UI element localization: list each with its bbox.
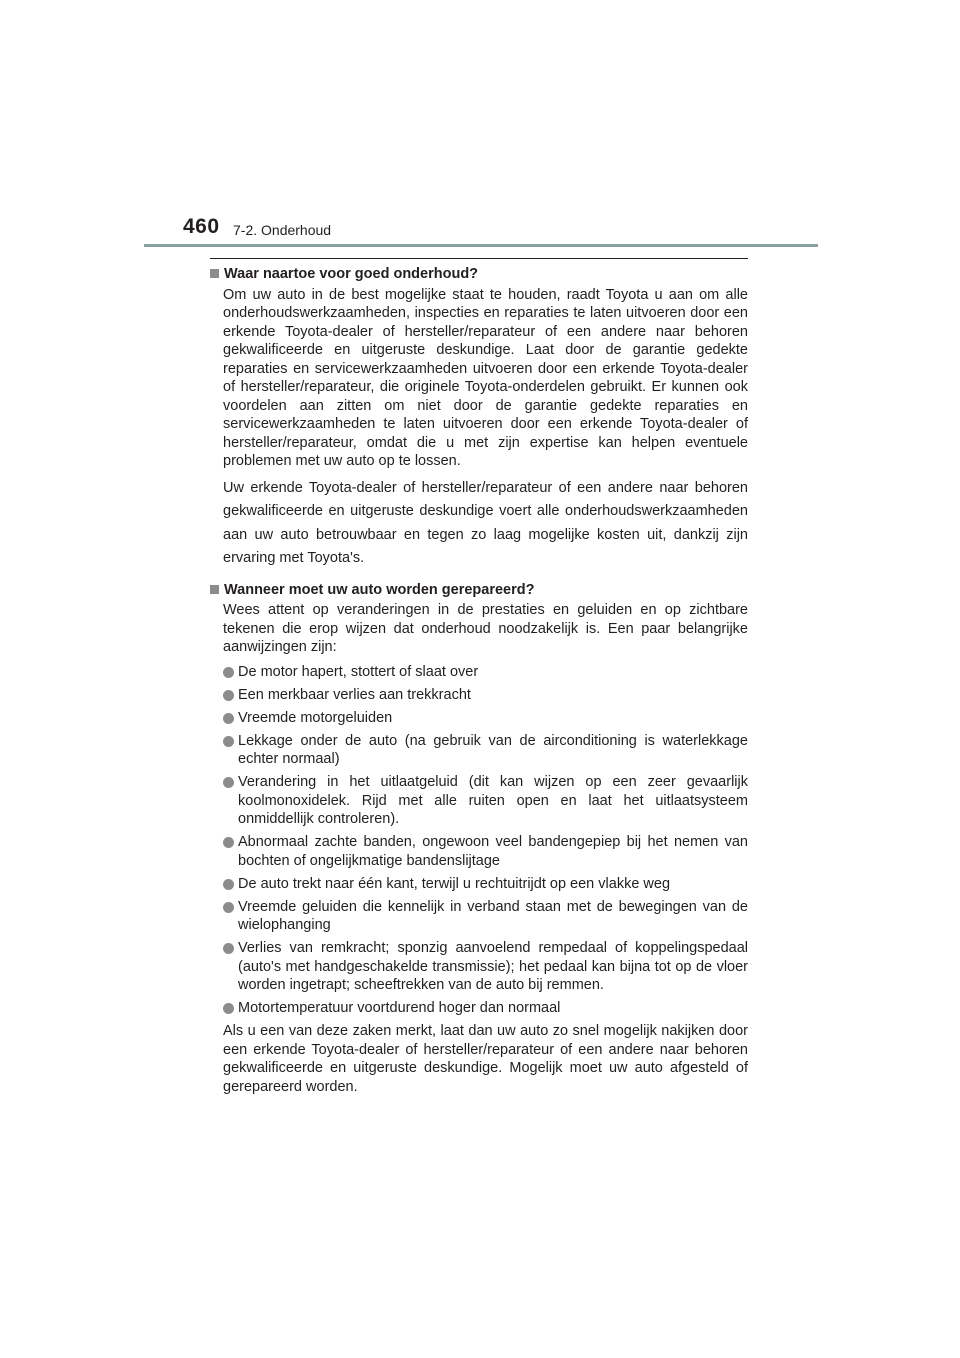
- paragraph-closing: Als u een van deze zaken merkt, laat dan uw auto zo snel mogelijk nakijken door een erkende Toyota-dealer of hersteller/reparateur of een andere naar behoren gekwalificeerde en uitgeruste deskundige. Mogelijk moet uw auto afgesteld of gerepareerd worden.: [223, 1023, 748, 1095]
- bullet-dot-icon: [223, 667, 238, 678]
- bullet-dot-icon: [223, 879, 238, 890]
- header-divider: [144, 244, 818, 247]
- list-item: Vreemde motorgeluiden: [223, 709, 748, 728]
- bullet-dot-icon: [223, 690, 238, 701]
- list-item: Verlies van remkracht; sponzig aanvoelend rempedaal of koppelingspedaal (auto's met handgeschakelde transmissie); het pedaal kan bijna tot op de vloer worden ingetrapt; scheeftrekken van de auto bij remmen.: [223, 939, 748, 995]
- section-title: 7-2. Onderhoud: [233, 222, 332, 238]
- page-content: [210, 258, 748, 1102]
- paragraph: Om uw auto in de best mogelijke staat te houden, raadt Toyota u aan om alle onderhoudswerkzaamheden, inspecties en reparaties te laten uitvoeren door een erkende Toyota-dealer of hersteller/reparateur of een andere naar behoren gekwalificeerde en uitgeruste deskundige. Laat door de garantie gedekte reparaties en servicewerkzaamheden uitvoeren door een erkende Toyota-dealer of hersteller/reparateur, die originele Toyota-onderdelen gebruikt. Er kunnen ook voordelen aan zitten om niet door de garantie gedekte reparaties en servicewerkzaamheden te laten uitvoeren door een erkende Toyota-dealer of hersteller/reparateur, omdat die u met zijn expertise kan helpen eventuele problemen met uw auto op te lossen.: [223, 286, 748, 469]
- list-item: Motortemperatuur voortdurend hoger dan normaal: [223, 999, 748, 1018]
- list-item: Abnormaal zachte banden, ongewoon veel bandengepiep bij het nemen van bochten of ongelijkmatige bandenslijtage: [223, 833, 748, 870]
- list-item: Lekkage onder de auto (na gebruik van de airconditioning is waterlekkage echter normaal): [223, 732, 748, 769]
- square-bullet-icon: [210, 585, 219, 594]
- list-item: De auto trekt naar één kant, terwijl u rechtuitrijdt op een vlakke weg: [223, 875, 748, 894]
- section-heading-when: [210, 581, 748, 600]
- bullet-dot-icon: [223, 736, 238, 747]
- list-item: Vreemde geluiden die kennelijk in verband staan met de bewegingen van de wielophanging: [223, 898, 748, 935]
- page-number: 460: [183, 215, 220, 238]
- section-heading-where: [210, 265, 748, 284]
- bullet-dot-icon: [223, 777, 238, 788]
- heading-text: Waar naartoe voor goed onderhoud?: [224, 266, 479, 282]
- list-item: Een merkbaar verlies aan trekkracht: [223, 686, 748, 705]
- bullet-dot-icon: [223, 943, 238, 954]
- bullet-dot-icon: [223, 837, 238, 848]
- heading-text: Wanneer moet uw auto worden gerepareerd?: [224, 581, 535, 598]
- square-bullet-icon: [210, 269, 219, 278]
- paragraph: Uw erkende Toyota-dealer of hersteller/reparateur of een andere naar behoren gekwalificeerde en uitgeruste deskundige voert alle onderhoudswerkzaamheden aan uw auto betrouwbaar en tegen zo laag mogelijke kosten uit, dankzij zijn ervaring met Toyota's.: [223, 479, 748, 566]
- paragraph-intro: Wees attent op veranderingen in de prestaties en geluiden en op zichtbare tekenen die erop wijzen dat onderhoud noodzakelijk is. Een paar belangrijke aanwijzingen zijn:: [223, 602, 748, 655]
- list-item: Verandering in het uitlaatgeluid (dit kan wijzen op een zeer gevaarlijk koolmonoxidelek. Rijd met alle ruiten open en laat het uitlaatsysteem onmiddellijk controleren).: [223, 773, 748, 829]
- symptom-list: [223, 663, 748, 1018]
- bullet-dot-icon: [223, 902, 238, 913]
- bullet-dot-icon: [223, 713, 238, 724]
- bullet-dot-icon: [223, 1003, 238, 1014]
- list-item: De motor hapert, stottert of slaat over: [223, 663, 748, 682]
